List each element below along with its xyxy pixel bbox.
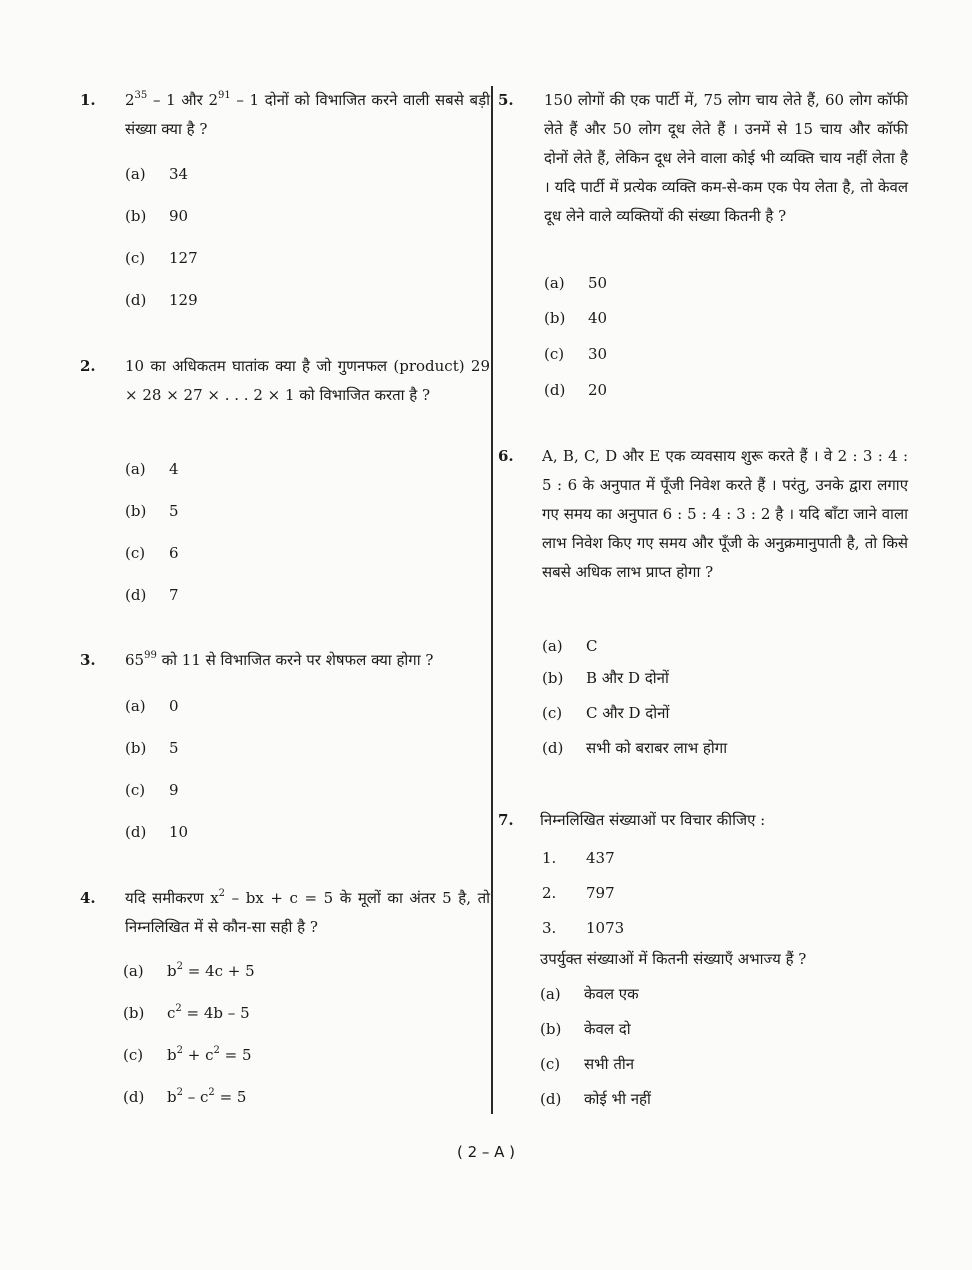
option-c[interactable]: (c) सभी तीन xyxy=(540,1055,635,1073)
question-number: 6. xyxy=(498,447,514,465)
column-divider xyxy=(491,86,493,1114)
list-item: 3. 1073 xyxy=(542,919,625,937)
page-footer: ( 2 – A ) xyxy=(456,1143,516,1161)
option-b[interactable]: (b) 90 xyxy=(125,207,189,225)
option-b[interactable]: (b) 5 xyxy=(125,739,179,757)
question-text: $2^{35} - 1$ और $2^{91} - 1$ दोनों को विभाजित करने वाली सबसे बड़ी संख्या क्या है ? xyxy=(125,90,490,138)
list-item: 2. 797 xyxy=(542,884,615,902)
option-a[interactable]: (a) C xyxy=(542,637,598,655)
question-number: 2. xyxy=(80,357,96,375)
option-b[interactable]: (b) 5 xyxy=(125,502,179,520)
option-a[interactable]: (a) $b^2 = 4c + 5$ xyxy=(123,961,255,980)
question-text: 150 लोगों की एक पार्टी में, 75 लोग चाय लेते हैं, 60 लोग कॉफी लेते हैं और 50 लोग दूध लेते हैं । उनमें से 15 चाय और कॉफी दोनों लेते हैं, लेकिन दूध लेने वाला कोई भी व्यक्ति चाय नहीं लेता है । यदि पार्टी में प्रत्येक व्यक्ति कम-से-कम एक पेय लेता है, तो केवल दूध लेने वाले व्यक्तियों की संख्या कितनी है ? xyxy=(544,91,908,225)
option-c[interactable]: (c) 127 xyxy=(125,249,198,267)
option-a[interactable]: (a) 4 xyxy=(125,460,179,478)
question-number: 4. xyxy=(80,889,96,907)
option-b[interactable]: (b) केवल दो xyxy=(540,1020,631,1038)
option-c[interactable]: (c) 6 xyxy=(125,544,179,562)
option-d[interactable]: (d) 10 xyxy=(125,823,189,841)
option-d[interactable]: (d) $b^2 - c^2 = 5$ xyxy=(123,1087,247,1106)
question-prompt: उपर्युक्त संख्याओं में कितनी संख्याएँ अभाज्य हैं ? xyxy=(540,950,807,968)
option-c[interactable]: (c) 9 xyxy=(125,781,179,799)
option-c[interactable]: (c) $b^2 + c^2 = 5$ xyxy=(123,1045,252,1064)
question-number: 1. xyxy=(80,91,96,109)
option-b[interactable]: (b) $c^2 = 4b - 5$ xyxy=(123,1003,250,1022)
option-b[interactable]: (b) 40 xyxy=(544,309,608,327)
option-b[interactable]: (b) B और D दोनों xyxy=(542,669,669,687)
option-a[interactable]: (a) 34 xyxy=(125,165,189,183)
option-a[interactable]: (a) 0 xyxy=(125,697,179,715)
question-text: यदि समीकरण $x^2$ – bx + c = 5 के मूलों का अंतर 5 है, तो निम्नलिखित में से कौन-सा सही है ? xyxy=(125,888,491,936)
question-text: 10 का अधिकतम घातांक क्या है जो गुणनफल (product) 29 × 28 × 27 × . . . 2 × 1 को विभाजित करता है ? xyxy=(125,357,490,404)
question-text: A, B, C, D और E एक व्यवसाय शुरू करते हैं । वे 2 : 3 : 4 : 5 : 6 के अनुपात में पूँजी निवेश करते हैं । परंतु, उनके द्वारा लगाए गए समय का अनुपात 6 : 5 : 4 : 3 : 2 है । यदि बाँटा जाने वाला लाभ निवेश किए गए समय और पूँजी के अनुक्रमानुपाती है, तो किसे सबसे अधिक लाभ प्राप्त होगा ? xyxy=(542,447,908,581)
question-number: 3. xyxy=(80,651,96,669)
option-a[interactable]: (a) 50 xyxy=(544,274,608,292)
question-number: 5. xyxy=(498,91,514,109)
option-a[interactable]: (a) केवल एक xyxy=(540,985,639,1003)
option-d[interactable]: (d) कोई भी नहीं xyxy=(540,1090,651,1108)
list-item: 1. 437 xyxy=(542,849,615,867)
option-c[interactable]: (c) 30 xyxy=(544,345,608,363)
option-d[interactable]: (d) सभी को बराबर लाभ होगा xyxy=(542,739,728,757)
option-d[interactable]: (d) 7 xyxy=(125,586,179,604)
question-text: निम्नलिखित संख्याओं पर विचार कीजिए : xyxy=(540,811,766,829)
question-text: $65^{99}$ को 11 से विभाजित करने पर शेषफल क्या होगा ? xyxy=(125,650,434,669)
option-d[interactable]: (d) 20 xyxy=(544,381,608,399)
option-d[interactable]: (d) 129 xyxy=(125,291,198,309)
option-c[interactable]: (c) C और D दोनों xyxy=(542,704,670,722)
question-number: 7. xyxy=(498,811,514,829)
